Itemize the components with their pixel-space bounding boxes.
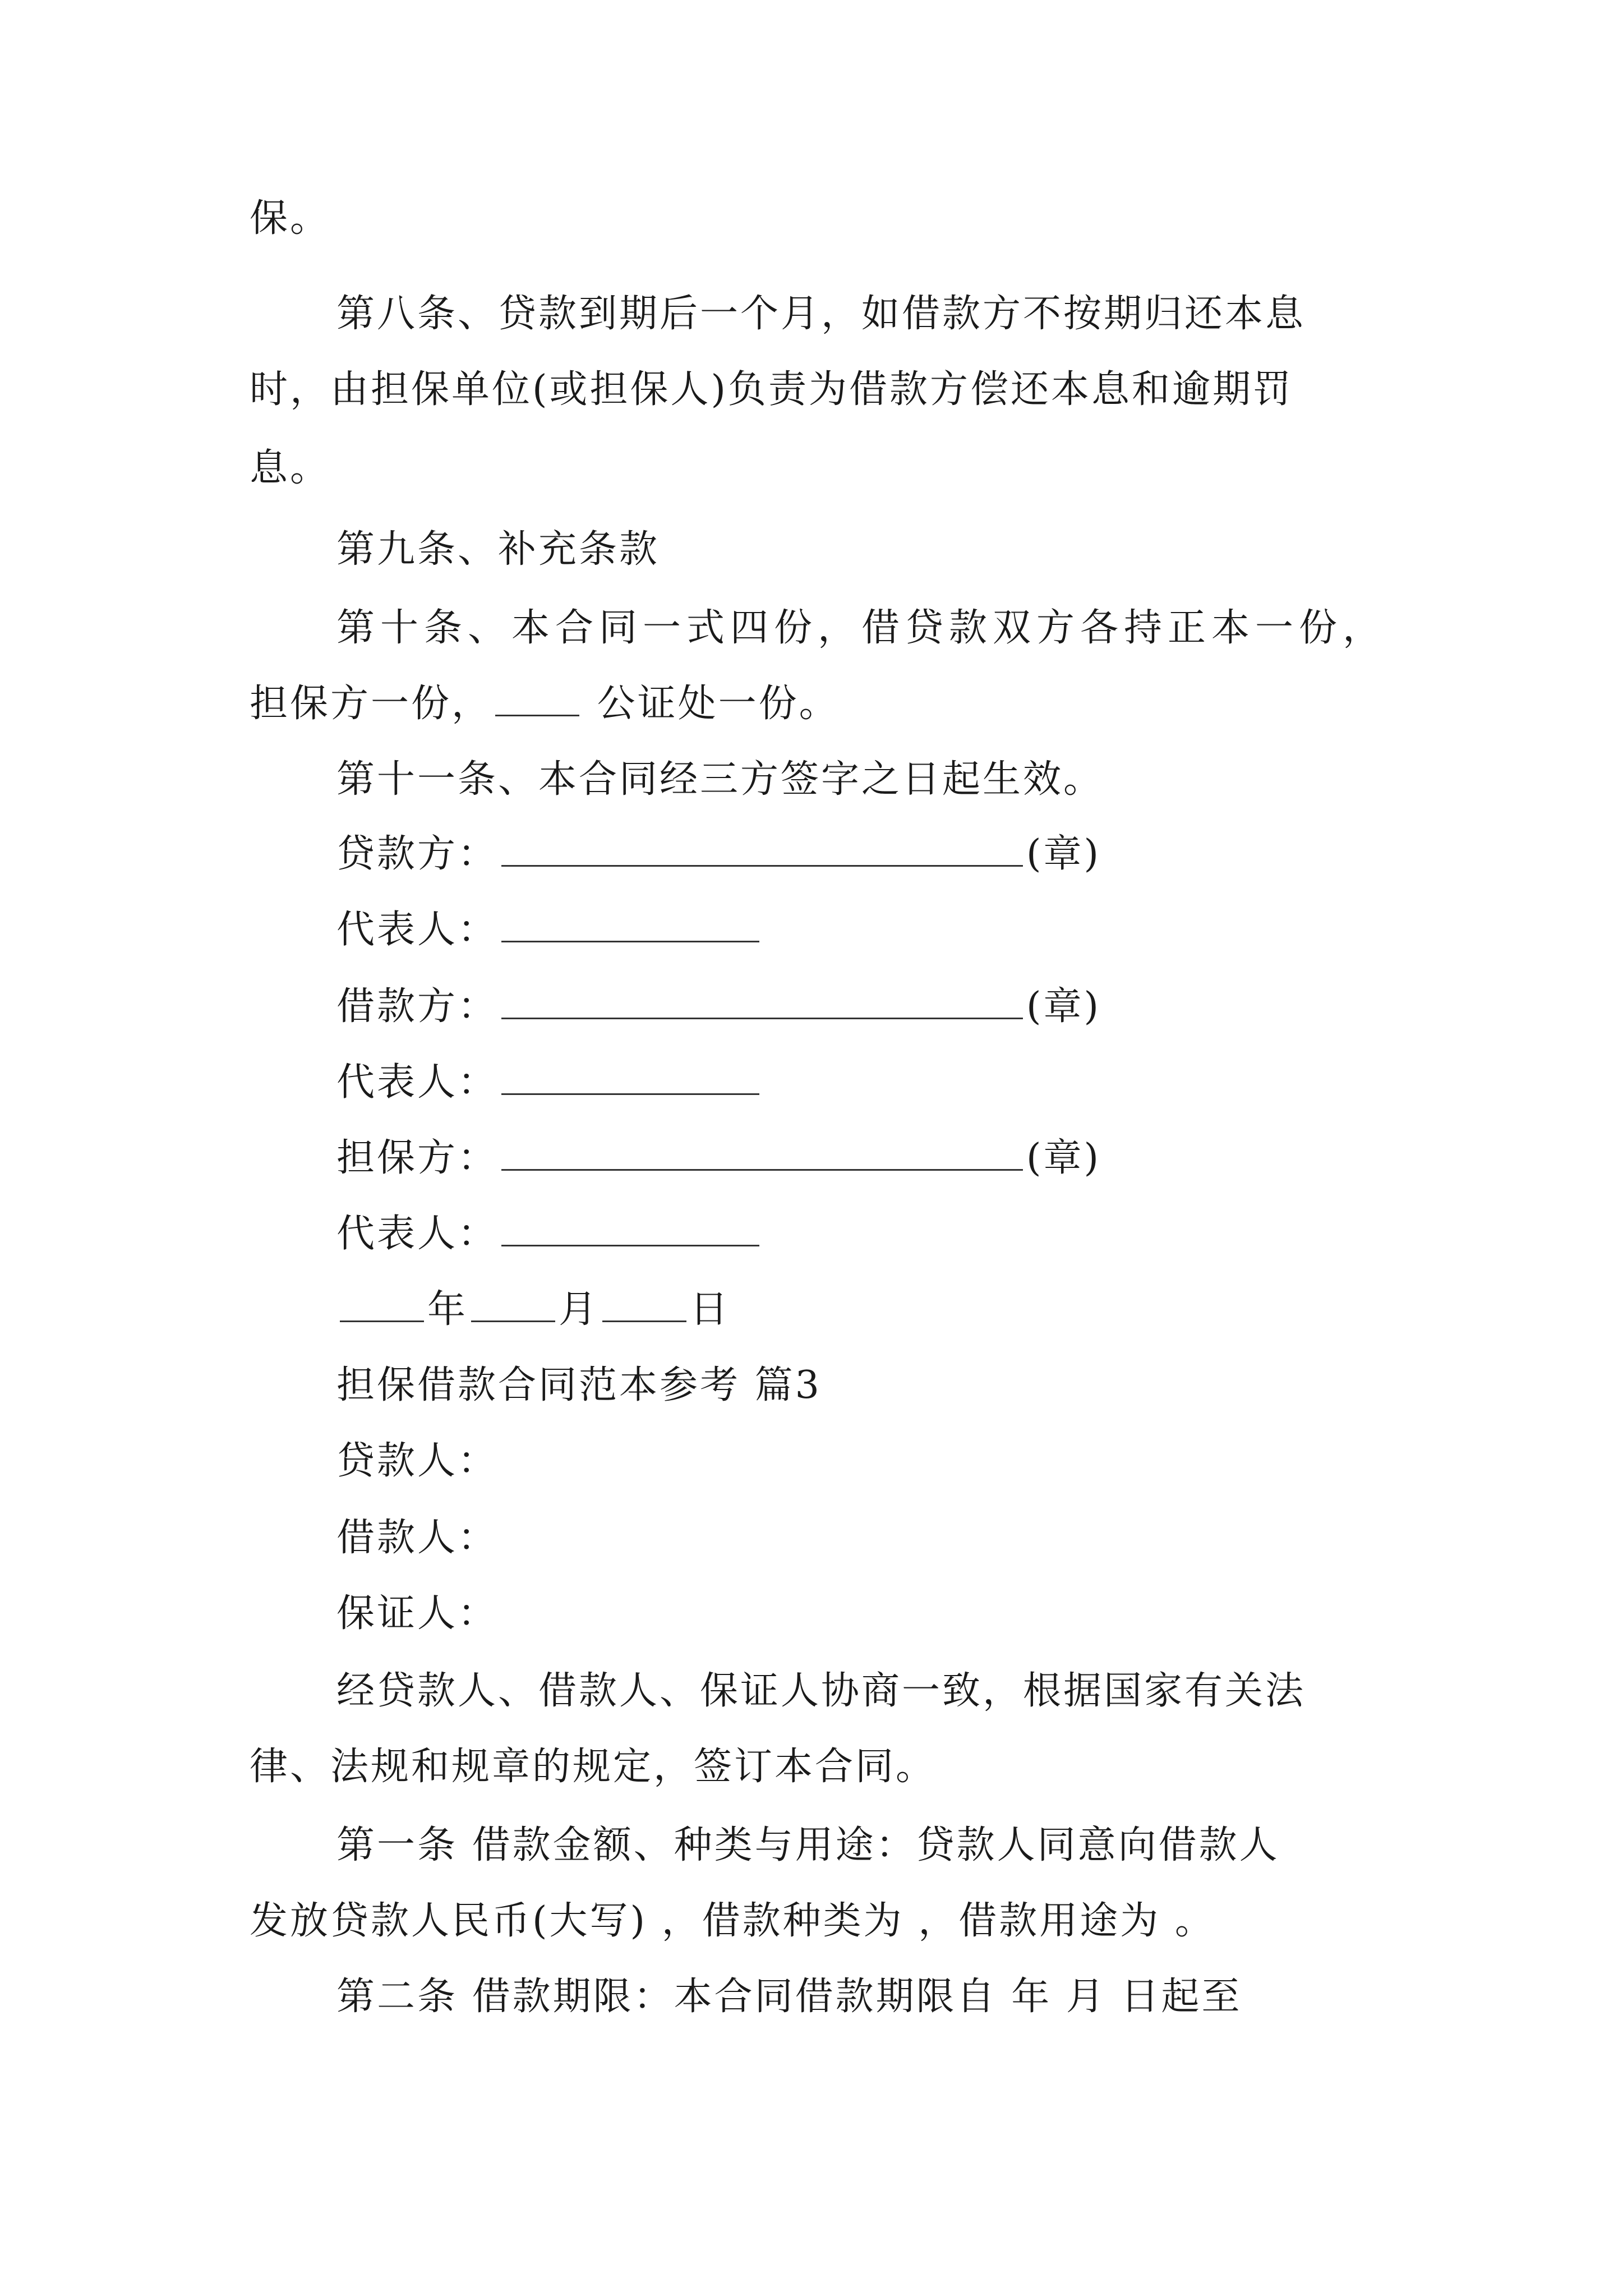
signature-blank <box>501 1211 759 1246</box>
text-line: 第九条、补充条款 <box>336 527 660 572</box>
signature-line <box>336 1133 1101 1184</box>
signature-label: 贷款方： <box>336 832 499 876</box>
date-blank <box>471 1287 555 1322</box>
signature-blank <box>501 1060 759 1095</box>
text-line: 第八条、贷款到期后一个月，如借款方不按期归还本息 <box>336 292 1306 336</box>
signature-label: 代表人： <box>336 1060 499 1105</box>
text-line: 保。 <box>250 196 331 241</box>
signature-label: 代表人： <box>336 908 499 952</box>
text-line: 律、法规和规章的规定，签订本合同。 <box>250 1745 937 1789</box>
signature-blank <box>501 984 1023 1019</box>
signature-line <box>336 1057 763 1108</box>
text-line: 时，由担保单位(或担保人)负责为借款方偿还本息和逾期罚 <box>250 367 1294 412</box>
date-day: 日 <box>690 1287 731 1332</box>
signature-label: 担保方： <box>336 1136 499 1180</box>
text-line: 息。 <box>250 446 331 490</box>
text-line: 保证人： <box>336 1591 499 1636</box>
text-line: 借款人： <box>336 1516 499 1560</box>
date-year: 年 <box>427 1287 468 1332</box>
signature-label: 代表人： <box>336 1212 499 1256</box>
signature-blank <box>501 1135 1023 1171</box>
signature-blank <box>501 907 759 942</box>
text-line: 发放贷款人民币(大写) ，借款种类为 ，借款用途为 。 <box>250 1899 1215 1943</box>
date-month: 月 <box>559 1287 600 1332</box>
seal-mark: (章) <box>1026 832 1101 876</box>
seal-mark: (章) <box>1026 984 1101 1029</box>
text-line: 第一条 借款金额、种类与用途：贷款人同意向借款人 <box>336 1823 1280 1867</box>
text-line: 第十一条、本合同经三方签字之日起生效。 <box>336 757 1104 802</box>
signature-blank <box>501 831 1023 867</box>
text-line: 贷款人： <box>336 1439 499 1483</box>
signature-line <box>336 982 1101 1032</box>
text-line: 第十条、本合同一式四份，借贷款双方各持正本一份， <box>336 606 1387 650</box>
section-heading: 担保借款合同范本参考 篇3 <box>336 1363 822 1407</box>
date-blank <box>340 1287 424 1322</box>
signature-line <box>336 1209 763 1259</box>
text-line: 经贷款人、借款人、保证人协商一致，根据国家有关法 <box>336 1669 1306 1713</box>
text-line: 第二条 借款期限：本合同借款期限自 年 月 日起至 <box>336 1975 1242 2019</box>
blank-underline <box>495 681 579 716</box>
signature-label: 借款方： <box>336 984 499 1029</box>
signature-line <box>336 829 1101 880</box>
seal-mark: (章) <box>1026 1136 1101 1180</box>
guarantee-line <box>250 679 840 729</box>
signature-line <box>336 905 763 955</box>
text-span: 担保方一份， <box>250 682 492 726</box>
date-line <box>336 1285 730 1335</box>
date-blank <box>602 1287 686 1322</box>
text-span: 公证处一份。 <box>583 682 840 726</box>
